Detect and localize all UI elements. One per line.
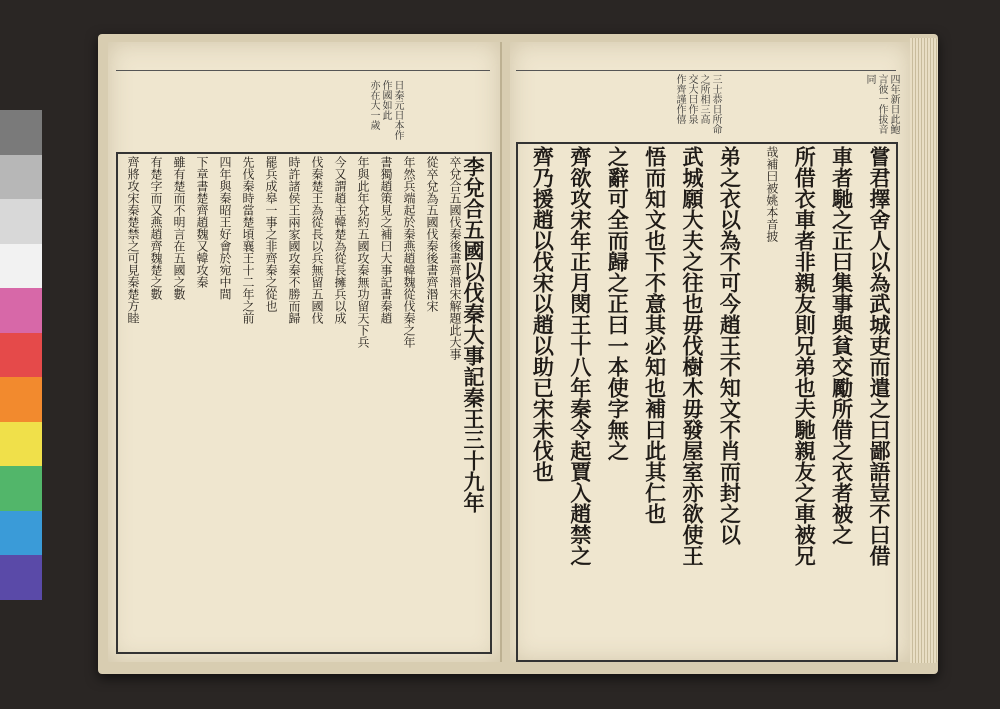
text-column: 武城願大夫之往也毋伐樹木毋發屋室亦欲使王 xyxy=(680,146,705,566)
color-swatch xyxy=(0,466,42,511)
open-book xyxy=(98,34,938,674)
text-column: 哉補曰被姚本音披 xyxy=(764,146,779,242)
text-column: 四年與秦昭王好會於宛中間 xyxy=(218,156,232,300)
header-note: 亦在大一歲 xyxy=(368,80,379,130)
header-note: 同 xyxy=(864,74,875,84)
text-column: 雖有楚而不明言在五國之數 xyxy=(172,156,186,300)
color-swatch xyxy=(0,511,42,556)
color-swatch xyxy=(0,288,42,333)
header-note: 作國如此 xyxy=(380,80,391,120)
right-page-text xyxy=(518,146,892,654)
text-column: 今又謂趙主韓楚為從長擁兵以成 xyxy=(333,156,347,324)
color-swatch xyxy=(0,333,42,378)
text-column: 罷兵成皋一事之非齊秦之從也 xyxy=(264,156,278,312)
text-column: 嘗君擇舍人以為武城吏而遣之曰鄙語豈不曰借 xyxy=(867,146,892,566)
right-page xyxy=(510,42,910,662)
text-column: 悟而知文也下不意其必知也補曰此其仁也 xyxy=(642,146,668,524)
color-swatch xyxy=(0,110,42,155)
text-column: 伐秦楚王為從長以兵無留五國伐 xyxy=(310,156,324,324)
color-calibration-bar xyxy=(0,110,42,600)
left-page-text xyxy=(118,156,486,646)
left-page xyxy=(108,42,502,662)
header-note: 日秦元日本作 xyxy=(392,80,403,140)
text-column: 李兌合五國以伐秦大事記秦王三十九年 xyxy=(461,156,486,513)
left-page-header-area xyxy=(116,70,490,143)
text-column: 時許諸侯王兩家國攻秦不勝而歸 xyxy=(287,156,301,324)
color-swatch xyxy=(0,244,42,289)
header-note: 三士恭日所命 xyxy=(710,74,721,134)
text-column: 齊欲攻宋年正月閔王十八年秦令起賈入趙禁之 xyxy=(567,146,593,566)
text-column: 書獨趙策見之補曰大事記書秦趙 xyxy=(379,156,393,324)
text-column: 所借衣車者非親友則兄弟也夫馳親友之車被兄 xyxy=(792,146,818,566)
text-column: 車者馳之正曰集事與貧交勵所借之衣者被之 xyxy=(829,146,855,545)
page-edges xyxy=(910,38,938,663)
text-column: 年與此年兌約五國攻秦無功留天下兵 xyxy=(356,156,370,348)
text-column: 年然兵端起於秦燕趙韓魏從伐秦之年 xyxy=(402,156,416,348)
text-column: 從卒兌為五國伐秦後書齊湣宋 xyxy=(425,156,439,312)
text-column: 弟之衣以為不可今趙王不知文不肖而封之以 xyxy=(717,146,743,545)
text-column: 有楚字而又燕趙齊魏楚之數 xyxy=(149,156,163,300)
color-swatch xyxy=(0,199,42,244)
header-note: 交大曰作泉 xyxy=(686,74,697,124)
text-column: 齊將攻宋秦楚禁之可見秦楚方睦 xyxy=(126,156,140,324)
color-swatch xyxy=(0,377,42,422)
text-column: 下章書楚齊趙魏又韓攻秦 xyxy=(195,156,209,288)
text-column: 卒兌合五國伐秦後書齊湣宋解題此大事 xyxy=(448,156,462,360)
header-note: 四年新日此鮑 xyxy=(888,74,899,134)
text-column: 齊乃援趙以伐宋以趙以助已宋未伐也 xyxy=(530,146,556,482)
header-note: 言彼一作拔音 xyxy=(876,74,887,134)
header-note: 之所相三高 xyxy=(698,74,709,124)
text-column: 先伐秦時當楚頃襄王十二年之前 xyxy=(241,156,255,324)
text-column: 之辭可全而歸之正曰一本使字無之 xyxy=(605,146,631,461)
color-swatch xyxy=(0,155,42,200)
header-note: 作齊謹作僖 xyxy=(674,74,685,124)
color-swatch xyxy=(0,555,42,600)
color-swatch xyxy=(0,422,42,467)
